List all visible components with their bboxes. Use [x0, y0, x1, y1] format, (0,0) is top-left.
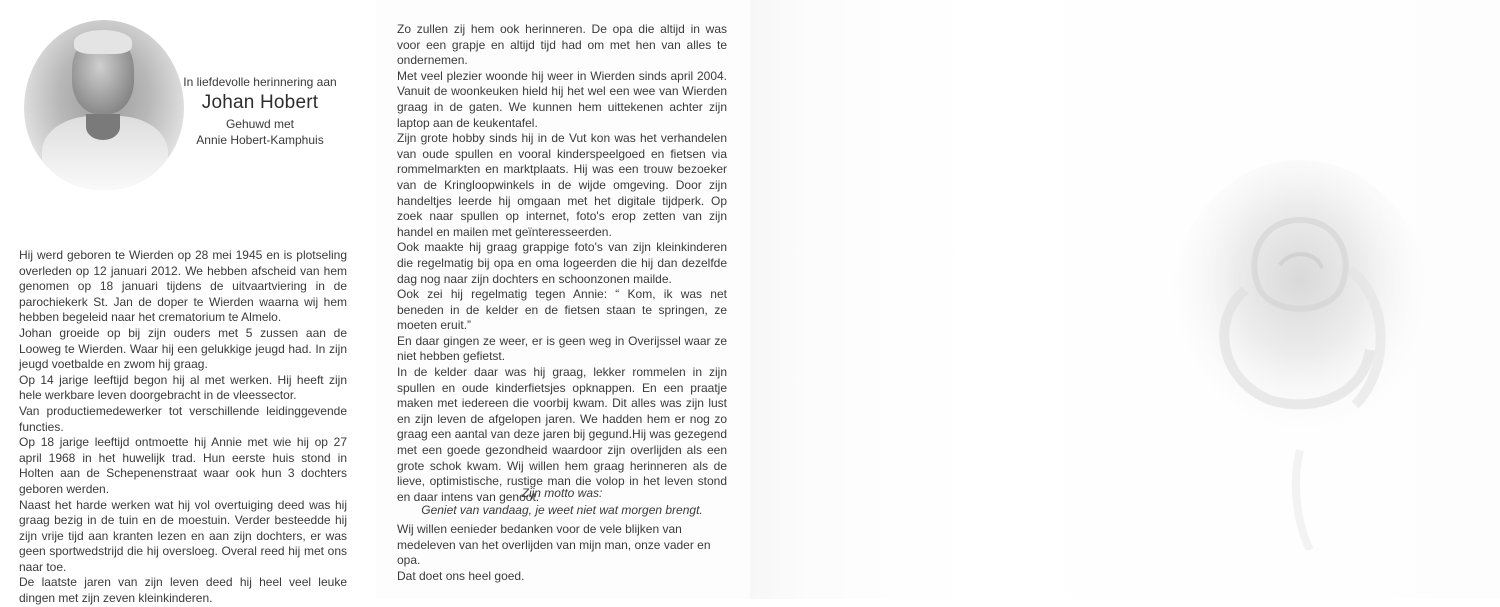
left-panel [0, 0, 376, 606]
paragraph: Dat doet ons heel goed. [397, 568, 525, 583]
biography-text [19, 248, 347, 607]
memories-text [397, 22, 727, 505]
portrait-collar [86, 114, 120, 140]
married-label: Gehuwd met [225, 117, 295, 131]
portrait-hair [74, 30, 132, 54]
motto-text: Geniet van vandaag, je weet niet wat morgen brengt. [421, 503, 703, 517]
paragraph: Van productiemedewerker tot verschillende leidinggevende functies. [19, 403, 347, 434]
paragraph: Ook maakte hij graag grappige foto's van zijn kleinkinderen die regelmatig bij opa en oma logeerden die hij dan dezelfde dag nog naar zijn dochters en schoonzonen mailde. [397, 240, 727, 286]
paragraph: Op 14 jarige leeftijd begon hij al met werken. Hij heeft zijn hele werkbare leven doorgebracht in de vleessector. [19, 372, 347, 403]
closing-text [397, 522, 727, 584]
memorial-header [160, 74, 360, 148]
paragraph: De laatste jaren van zijn leven deed hij heel veel leuke dingen met zijn zeven kleinkinderen. [19, 575, 347, 606]
paragraph: Ook zei hij regelmatig tegen Annie: “ Kom, ik was net beneden in de kelder en de fietsen staan te springen, ze moeten eruit.” [397, 287, 727, 333]
deceased-name: Johan Hobert [201, 92, 319, 113]
motto-block [397, 485, 727, 519]
paragraph: Met veel plezier woonde hij weer in Wierden sinds april 2004. Vanuit de woonkeuken hield hij het wel een wee van Wierden graag in de gaten. We kunnen hem uittekenen achter zijn laptop aan de keukentafel. [397, 68, 727, 130]
paragraph: Wij willen eenieder bedanken voor de vele blijken van medeleven van het overlijden van mijn man, onze vader en opa. [397, 522, 711, 568]
paragraph: Zijn grote hobby sinds hij in de Vut kon was het verhandelen van oude spullen en vooral kinderspeelgoed en fietsen via rommelmarkten en marktplaats. Hij was een trouw bezoeker van de Kringloopwinkels in de wijde omgeving. Door zijn handeltjes leerde hij omgaan met het digitale tijdperk. Op zoek naar spullen op internet, foto's erop zetten van zijn handel en mailen met geïnteresseerden. [397, 131, 727, 239]
paragraph: En daar gingen ze weer, er is geen weg in Overijssel waar ze niet hebben gefietst. [397, 333, 727, 364]
paragraph: In de kelder daar was hij graag, lekker rommelen in zijn spullen en oude kinderfietsjes opknappen. En een praatje maken met iedereen die voorbij kwam. Dit alles was zijn lust en zijn leven de afgelopen jaren. We hadden hem er nog zo graag een aantal van deze jaren bij gegund.Hij was gezegend met een goede gezondheid waardoor zijn overlijden als een grote schok kwam. Wij willen hem graag herinneren als de lieve, optimistische, rustige man die volop in het leven stond en daar intens van genoot. [397, 365, 727, 504]
rose-watermark-image [1150, 150, 1450, 550]
paragraph: Johan groeide op bij zijn ouders met 5 zussen aan de Looweg te Wierden. Waar hij een gelukkige jeugd had. In zijn jeugd voetbalde en zwom hij graag. [19, 325, 347, 372]
motto-label: Zijn motto was: [521, 486, 603, 500]
intro-text: In liefdevolle herinnering aan [183, 75, 337, 89]
paragraph: Zo zullen zij hem ook herinneren. De opa die altijd in was voor een grapje en altijd tijd had om met hen van alles te ondernemen. [397, 22, 727, 68]
spouse-name: Annie Hobert-Kamphuis [196, 133, 324, 147]
paragraph: Naast het harde werken wat hij vol overtuiging deed was hij graag bezig in de tuin en de moestuin. Verder besteedde hij zijn vrije tijd aan kranten lezen en aan zijn dochters, er was geen sportwedstrijd die hij oversloeg. Overal reed hij met ons naar toe. [19, 497, 347, 574]
paragraph: Op 18 jarige leeftijd ontmoette hij Annie met wie hij op 27 april 1968 in het huwelijk trad. Hun eerste huis stond in Holten aan de Schepenenstraat waar ook hun 3 dochters geboren werden. [19, 435, 347, 496]
paragraph: Hij werd geboren te Wierden op 28 mei 1945 en is plotseling overleden op 12 januari 2012. We hebben afscheid van hem genomen op 18 januari tijdens de uitvaartviering in de parochiekerk St. Jan de doper te Wierden waarna wij hem hebben begeleid naar het crematorium te Almelo. [19, 248, 347, 325]
